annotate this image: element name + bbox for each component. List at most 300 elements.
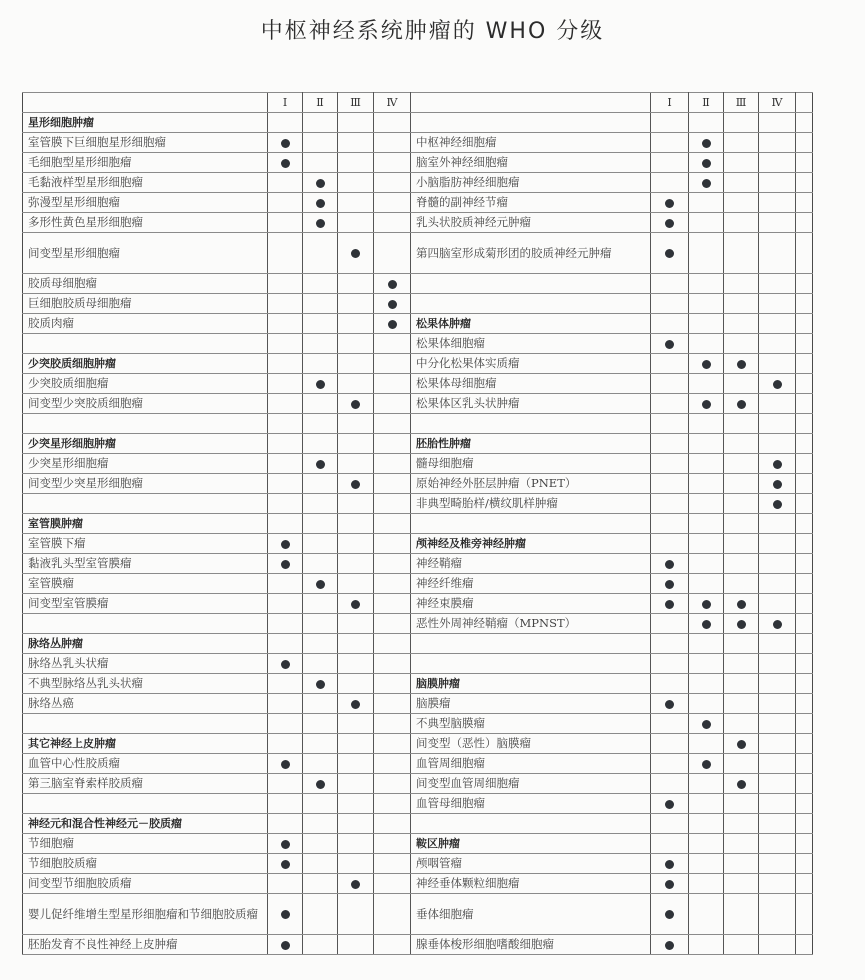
grade-cell-4 [374,794,411,814]
tumor-name: 小脑脂肪神经细胞瘤 [411,173,651,193]
grade-dot-icon [665,580,674,589]
grade-cell-1 [651,213,689,233]
category-heading: 胚胎性肿瘤 [411,434,651,454]
grade-cell-2 [303,854,338,874]
grade-dot-icon [737,620,746,629]
grade-cell-4 [374,193,411,213]
grade-cell-4 [374,394,411,414]
grade-cell-3 [338,594,374,614]
grade-cell-1 [651,574,689,594]
table-row [23,935,813,955]
grade-cell-1 [651,554,689,574]
grade-cell-2 [303,754,338,774]
tumor-name [411,654,651,674]
grade-header-row [23,93,813,113]
grade-dot-icon [665,199,674,208]
grade-cell-2 [689,634,724,654]
tumor-name: 节细胞瘤 [23,834,268,854]
grade-dot-icon [316,460,325,469]
extra-column-cell [796,334,813,354]
grade-cell-2 [303,193,338,213]
tumor-name: 松果体区乳头状肿瘤 [411,394,651,414]
grade-cell-4 [374,213,411,233]
extra-column-cell [796,874,813,894]
grade-cell-4 [759,854,796,874]
extra-column-cell [796,434,813,454]
table-row [23,634,813,654]
tumor-name: 胶质母细胞瘤 [23,274,268,294]
grade-cell-2 [689,694,724,714]
grade-dot-icon [737,400,746,409]
grade-cell-2 [303,334,338,354]
tumor-name [23,494,268,514]
tumor-name: 血管中心性胶质瘤 [23,754,268,774]
grade-cell-2 [303,794,338,814]
grade-cell-1 [651,935,689,955]
grade-cell-2 [689,193,724,213]
grade-cell-2 [303,574,338,594]
grade-cell-2 [689,414,724,434]
tumor-name: 少突胶质细胞瘤 [23,374,268,394]
tumor-name: 巨细胞胶质母细胞瘤 [23,294,268,314]
grade-cell-3 [338,654,374,674]
extra-column-cell [796,794,813,814]
tumor-name: 神经鞘瘤 [411,554,651,574]
category-heading: 少突胶质细胞肿瘤 [23,354,268,374]
grade-cell-4 [374,354,411,374]
grade-cell-4 [759,474,796,494]
grade-cell-2 [689,854,724,874]
tumor-name: 乳头状胶质神经元肿瘤 [411,213,651,233]
grade-cell-1 [651,334,689,354]
grade-dot-icon [281,660,290,669]
left-grade-header-4: Ⅳ [374,93,411,113]
grade-cell-3 [338,935,374,955]
grade-cell-4 [759,674,796,694]
table-row [23,774,813,794]
extra-column-cell [796,854,813,874]
table-row [23,233,813,274]
grade-cell-1 [651,534,689,554]
grade-dot-icon [702,360,711,369]
grade-dot-icon [316,179,325,188]
table-row [23,614,813,634]
grade-cell-4 [374,133,411,153]
grade-cell-1 [651,514,689,534]
grade-dot-icon [281,139,290,148]
right-grade-header-2: Ⅱ [689,93,724,113]
table-row [23,554,813,574]
grade-cell-1 [268,874,303,894]
grade-cell-1 [268,674,303,694]
grade-dot-icon [351,880,360,889]
grade-cell-3 [724,774,759,794]
grade-cell-1 [268,514,303,534]
grade-cell-2 [303,834,338,854]
extra-column-cell [796,774,813,794]
grade-dot-icon [316,219,325,228]
grade-cell-4 [759,594,796,614]
grade-cell-2 [303,494,338,514]
grade-dot-icon [281,560,290,569]
tumor-name: 松果体母细胞瘤 [411,374,651,394]
grade-dot-icon [316,380,325,389]
extra-column-cell [796,494,813,514]
grade-cell-4 [374,173,411,193]
grade-cell-1 [651,834,689,854]
grade-cell-1 [651,314,689,334]
table-row [23,153,813,173]
tumor-name: 脉络丛乳头状瘤 [23,654,268,674]
grade-cell-4 [374,554,411,574]
grade-cell-1 [651,193,689,213]
table-row [23,494,813,514]
tumor-name: 毛细胞型星形细胞瘤 [23,153,268,173]
tumor-name: 间变型节细胞胶质瘤 [23,874,268,894]
grade-cell-2 [689,574,724,594]
grade-cell-2 [689,814,724,834]
extra-column-cell [796,354,813,374]
table-row [23,294,813,314]
extra-column-cell [796,594,813,614]
tumor-name: 中分化松果体实质瘤 [411,354,651,374]
grade-cell-4 [759,213,796,233]
tumor-name: 髓母细胞瘤 [411,454,651,474]
category-heading: 松果体肿瘤 [411,314,651,334]
grade-cell-3 [724,314,759,334]
grade-cell-4 [374,153,411,173]
table-row [23,794,813,814]
grade-dot-icon [702,400,711,409]
grade-cell-2 [303,414,338,434]
grade-cell-1 [651,274,689,294]
grade-dot-icon [773,380,782,389]
grade-cell-1 [268,594,303,614]
grade-dot-icon [351,600,360,609]
table-row [23,274,813,294]
grade-cell-4 [759,133,796,153]
extra-column-cell [796,394,813,414]
grade-cell-1 [268,694,303,714]
grade-cell-2 [689,894,724,935]
grade-cell-4 [759,814,796,834]
tumor-name: 婴儿促纤维增生型星形细胞瘤和节细胞胶质瘤 [23,894,268,935]
tumor-name [23,414,268,434]
grade-cell-3 [724,894,759,935]
grade-cell-2 [303,774,338,794]
grade-cell-3 [338,474,374,494]
grade-dot-icon [281,840,290,849]
grade-dot-icon [281,860,290,869]
grade-dot-icon [773,620,782,629]
extra-column-cell [796,654,813,674]
grade-cell-1 [651,454,689,474]
table-row [23,334,813,354]
grade-cell-1 [268,434,303,454]
extra-column-cell [796,314,813,334]
category-heading: 神经元和混合性神经元－胶质瘤 [23,814,268,834]
grade-cell-1 [268,734,303,754]
grade-dot-icon [281,941,290,950]
grade-cell-2 [303,514,338,534]
table-row [23,354,813,374]
grade-cell-3 [338,434,374,454]
grade-cell-4 [759,574,796,594]
grade-cell-2 [303,614,338,634]
grade-cell-4 [759,374,796,394]
grade-dot-icon [737,600,746,609]
tumor-name: 间变型星形细胞瘤 [23,233,268,274]
extra-column-cell [796,294,813,314]
grade-dot-icon [351,249,360,258]
table-row [23,834,813,854]
right-grade-header-1: Ⅰ [651,93,689,113]
extra-column-cell [796,233,813,274]
grade-cell-1 [268,454,303,474]
grade-cell-2 [689,274,724,294]
grade-cell-4 [374,314,411,334]
table-row [23,674,813,694]
grade-cell-2 [689,314,724,334]
grade-cell-2 [303,454,338,474]
tumor-name: 血管周细胞瘤 [411,754,651,774]
grade-cell-3 [724,654,759,674]
grade-cell-4 [374,414,411,434]
grade-cell-4 [759,554,796,574]
grade-cell-1 [651,414,689,434]
grade-cell-4 [374,834,411,854]
grade-cell-3 [724,854,759,874]
grade-cell-4 [374,113,411,133]
grade-cell-4 [759,634,796,654]
grade-cell-2 [689,774,724,794]
tumor-name: 神经纤维瘤 [411,574,651,594]
grade-cell-3 [338,554,374,574]
grade-cell-3 [338,454,374,474]
grade-dot-icon [737,780,746,789]
grade-cell-2 [303,674,338,694]
table-row [23,534,813,554]
category-heading: 室管膜肿瘤 [23,514,268,534]
grade-dot-icon [351,400,360,409]
grade-cell-3 [724,734,759,754]
grade-cell-1 [651,634,689,654]
tumor-name: 颅咽管瘤 [411,854,651,874]
grade-cell-2 [303,133,338,153]
tumor-name: 间变型（恶性）脑膜瘤 [411,734,651,754]
tumor-name: 黏液乳头型室管膜瘤 [23,554,268,574]
grade-cell-1 [268,574,303,594]
grade-cell-3 [724,634,759,654]
grade-dot-icon [316,199,325,208]
grade-dot-icon [773,500,782,509]
grade-cell-3 [338,354,374,374]
grade-cell-1 [651,894,689,935]
tumor-name: 间变型少突胶质细胞瘤 [23,394,268,414]
grade-dot-icon [665,700,674,709]
grade-cell-2 [303,634,338,654]
grade-cell-3 [338,854,374,874]
grade-dot-icon [665,600,674,609]
grade-dot-icon [773,460,782,469]
tumor-name: 非典型畸胎样/横纹肌样肿瘤 [411,494,651,514]
grade-cell-1 [268,173,303,193]
grade-cell-2 [689,614,724,634]
grade-cell-2 [303,314,338,334]
tumor-name: 第三脑室脊索样胶质瘤 [23,774,268,794]
grade-dot-icon [773,480,782,489]
grade-cell-3 [338,213,374,233]
grade-cell-2 [303,113,338,133]
grade-cell-4 [759,654,796,674]
grade-cell-4 [759,774,796,794]
category-heading: 颅神经及椎旁神经肿瘤 [411,534,651,554]
grade-cell-1 [651,394,689,414]
grade-cell-2 [689,874,724,894]
grade-cell-3 [724,754,759,774]
tumor-name [23,794,268,814]
grade-cell-2 [689,534,724,554]
grade-cell-4 [374,374,411,394]
grade-cell-2 [303,233,338,274]
table-row [23,474,813,494]
grade-cell-3 [338,514,374,534]
grade-cell-2 [689,173,724,193]
grade-cell-3 [338,314,374,334]
grade-cell-3 [724,594,759,614]
grade-cell-2 [689,754,724,774]
grade-cell-1 [268,854,303,874]
grade-cell-1 [268,935,303,955]
grade-cell-1 [268,794,303,814]
grade-cell-3 [338,133,374,153]
category-heading: 少突星形细胞肿瘤 [23,434,268,454]
extra-column-header [796,93,813,113]
grade-cell-1 [268,113,303,133]
extra-column-cell [796,935,813,955]
extra-column-cell [796,674,813,694]
grade-dot-icon [665,910,674,919]
grade-cell-1 [268,894,303,935]
grade-cell-3 [724,213,759,233]
grade-cell-3 [724,294,759,314]
table-row [23,814,813,834]
tumor-name: 多形性黄色星形细胞瘤 [23,213,268,233]
tumor-name: 脑膜瘤 [411,694,651,714]
grade-cell-4 [374,714,411,734]
grade-cell-3 [724,233,759,274]
tumor-name [411,814,651,834]
grade-dot-icon [388,280,397,289]
left-grade-header-1: Ⅰ [268,93,303,113]
grade-cell-3 [724,334,759,354]
grade-cell-3 [338,614,374,634]
grade-cell-4 [374,454,411,474]
grade-cell-1 [651,814,689,834]
grade-cell-2 [689,554,724,574]
grade-cell-3 [724,133,759,153]
grade-cell-2 [689,233,724,274]
grade-cell-2 [303,354,338,374]
extra-column-cell [796,113,813,133]
grade-cell-4 [759,153,796,173]
grade-cell-3 [338,193,374,213]
grade-cell-1 [651,233,689,274]
grade-cell-3 [338,574,374,594]
grade-cell-1 [268,193,303,213]
tumor-name: 脉络丛癌 [23,694,268,714]
grade-cell-2 [303,434,338,454]
tumor-name [411,634,651,654]
grade-cell-1 [651,133,689,153]
grade-cell-3 [338,374,374,394]
grade-cell-1 [651,854,689,874]
table-row [23,714,813,734]
grade-cell-3 [724,354,759,374]
grade-cell-3 [724,474,759,494]
grade-cell-2 [689,494,724,514]
grade-cell-1 [651,674,689,694]
grade-cell-2 [303,814,338,834]
grade-cell-1 [268,314,303,334]
grade-cell-1 [268,374,303,394]
grade-cell-4 [759,454,796,474]
grade-cell-3 [724,494,759,514]
tumor-name [23,614,268,634]
grade-cell-1 [651,173,689,193]
grade-cell-4 [759,754,796,774]
grade-cell-4 [759,614,796,634]
grade-cell-3 [724,454,759,474]
extra-column-cell [796,534,813,554]
grade-cell-2 [689,474,724,494]
grade-cell-3 [338,294,374,314]
grade-cell-2 [303,474,338,494]
tumor-name: 室管膜瘤 [23,574,268,594]
grade-cell-1 [268,153,303,173]
grade-cell-2 [303,554,338,574]
extra-column-cell [796,894,813,935]
tumor-name: 脑室外神经细胞瘤 [411,153,651,173]
extra-column-cell [796,514,813,534]
grade-cell-2 [303,874,338,894]
grade-cell-4 [759,193,796,213]
grade-cell-1 [268,834,303,854]
grade-cell-4 [374,594,411,614]
grade-cell-3 [724,434,759,454]
grade-cell-3 [338,894,374,935]
category-heading: 脉络丛肿瘤 [23,634,268,654]
grade-cell-4 [759,334,796,354]
tumor-name: 节细胞胶质瘤 [23,854,268,874]
grade-dot-icon [665,800,674,809]
grade-cell-2 [303,734,338,754]
grade-cell-1 [268,654,303,674]
right-grade-header-3: Ⅲ [724,93,759,113]
grade-cell-3 [338,394,374,414]
grade-cell-1 [651,754,689,774]
grade-cell-3 [724,534,759,554]
grade-cell-3 [724,694,759,714]
grade-cell-1 [268,714,303,734]
tumor-name [411,274,651,294]
grade-cell-1 [268,814,303,834]
grade-cell-1 [268,554,303,574]
grade-cell-4 [374,434,411,454]
grade-dot-icon [702,620,711,629]
grade-cell-3 [724,674,759,694]
grade-cell-1 [268,133,303,153]
